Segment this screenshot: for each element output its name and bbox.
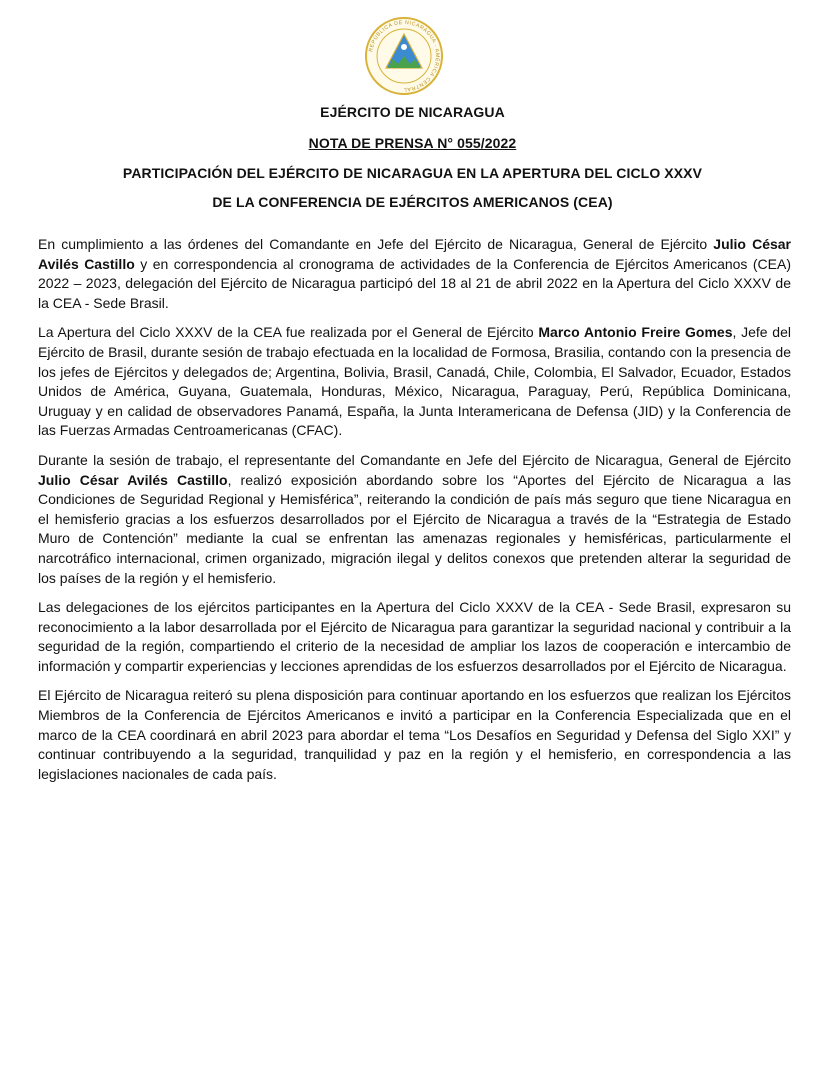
paragraph-5: [38, 686, 791, 784]
paragraph-3: [38, 451, 791, 588]
paragraph-1: [38, 235, 791, 313]
press-note-number-text: NOTA DE PRENSA N° 055/2022: [308, 135, 517, 151]
paragraph-text: Las delegaciones de los ejércitos participantes en la Apertura del Ciclo XXXV de la CEA - Sede Brasil, expresaron su reconocimiento a la labor desarrollada por el Ejército de Nicaragua para garantizar la seguridad nacional y contribuir a la seguridad de la región, compartiendo el criterio de la necesidad de ampliar los lazos de cooperación e intercambio de información y compartir experiencias y lecciones aprendidas de los esfuerzos desarrollados por el Ejército de Nicaragua.: [38, 599, 791, 674]
paragraph-text: En cumplimiento a las órdenes del Comandante en Jefe del Ejército de Nicaragua, General de Ejército: [38, 236, 714, 252]
organization-heading: EJÉRCITO DE NICARAGUA: [320, 104, 505, 120]
press-release-body: [38, 235, 791, 794]
paragraph-text: , realizó exposición abordando sobre los “Aportes del Ejército de Nicaragua a las Condiciones de Seguridad Regional y Hemisférica”, reiterando la condición de país más seguro que tiene Nicaragua en el hemisferio gracias a los esfuerzos desarrollados por el Ejército de Nicaragua a través de la “Estrategia de Estado Muro de Contención” mediante la cual se enfrentan las amenazas regionales y hemisféricas, particularmente el narcotráfico internacional, crimen organizado, migración ilegal y delitos conexos que pretenden alterar la seguridad de los países de la región y el hemisferio.: [38, 471, 792, 586]
title-line-2: DE LA CONFERENCIA DE EJÉRCITOS AMERICANOS (CEA): [212, 194, 613, 210]
nicaragua-coat-of-arms-seal: [362, 14, 446, 98]
paragraph-text: , Jefe del Ejército de Brasil, durante sesión de trabajo efectuada en la localidad de Formosa, Brasilia, contando con la presencia de los jefes de Ejércitos y delegados de; Argentina, Bolivia, Brasil, Canadá, Chile, Colombia, El Salvador, Ecuador, Estados Unidos de América, Guyana, Guatemala, Honduras, México, Nicaragua, Paraguay, Perú, República Dominicana, Uruguay y en calidad de observadores Panamá, España, la Junta Interamericana de Defensa (JID) y la Conferencia de las Fuerzas Armadas Centroamericanas (CFAC).: [38, 324, 791, 439]
bold-name: Julio César Avilés Castillo: [38, 236, 791, 272]
coat-of-arms-icon: [362, 14, 446, 98]
title-line-1: PARTICIPACIÓN DEL EJÉRCITO DE NICARAGUA EN LA APERTURA DEL CICLO XXXV: [122, 165, 703, 181]
bold-name: Julio César Avilés Castillo: [38, 471, 228, 488]
paragraph-text: Durante la sesión de trabajo, el representante del Comandante en Jefe del Ejército de Nicaragua, General de Ejército: [38, 451, 791, 468]
svg-text:REPÚBLICA DE NICARAGUA · AMÉRI: REPÚBLICA DE NICARAGUA · AMÉRICA CENTRAL: [368, 19, 441, 93]
paragraph-text: y en correspondencia al cronograma de actividades de la Conferencia de Ejércitos Americanos (CEA) 2022 – 2023, delegación del Ejército de Nicaragua participó del 18 al 21 de abril 2022 en la Apertura del Ciclo XXXV de la CEA - Sede Brasil.: [38, 255, 792, 311]
paragraph-text: La Apertura del Ciclo XXXV de la CEA fue realizada por el General de Ejército: [38, 324, 539, 341]
paragraph-text: El Ejército de Nicaragua reiteró su plena disposición para continuar aportando en los esfuerzos que realizan los Ejércitos Miembros de la Conferencia de Ejércitos Americanos e invitó a participar en la Conferencia Especializada que en el marco de la CEA coordinará en abril 2023 para abordar el tema “Los Desafíos en Seguridad y Defensa del Siglo XXI” y continuar contribuyendo a la seguridad, tranquilidad y paz en la región y el hemisferio, en correspondencia a las legislaciones nacionales de cada país.: [38, 687, 791, 782]
paragraph-4: [38, 598, 791, 676]
bold-name: Marco Antonio Freire Gomes: [538, 324, 733, 341]
paragraph-2: [38, 323, 791, 441]
press-note-number: [0, 135, 825, 151]
